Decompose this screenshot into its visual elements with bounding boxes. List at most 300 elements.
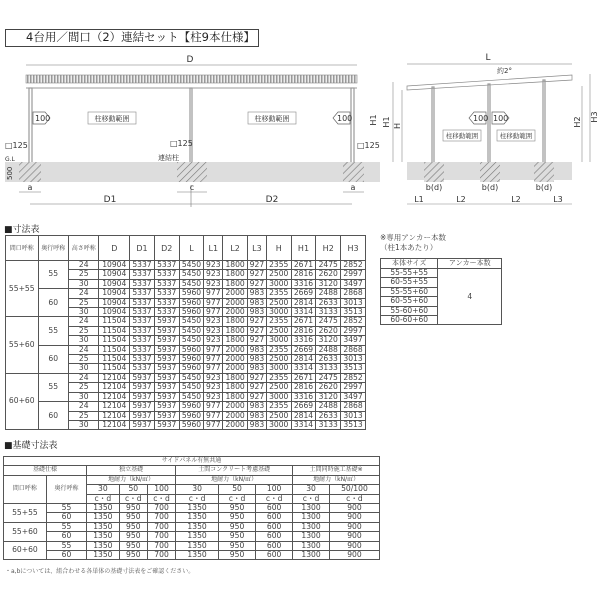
table-cell: 25	[68, 270, 98, 279]
table-cell: 3316	[291, 279, 316, 288]
table-cell: 5937	[130, 392, 155, 401]
table-cell: 24	[68, 261, 98, 270]
table-cell: 3000	[266, 336, 291, 345]
column-header: D2	[154, 236, 179, 261]
table-cell: c・d	[329, 494, 379, 503]
table-cell: 923	[204, 326, 223, 335]
table-cell: 土間同時施工基礎※	[293, 466, 380, 475]
table-cell: 60	[38, 402, 68, 430]
table-cell: 5450	[179, 373, 204, 382]
table-cell: 2355	[266, 373, 291, 382]
column-header: L	[179, 236, 204, 261]
table-cell: 5337	[154, 270, 179, 279]
table-cell: 5337	[130, 345, 155, 354]
table-cell: 2814	[291, 355, 316, 364]
table-cell: 2816	[291, 383, 316, 392]
table-cell: 3000	[266, 308, 291, 317]
table-cell: 950	[219, 532, 256, 541]
table-cell: 11504	[99, 317, 130, 326]
table-cell: 2814	[291, 298, 316, 307]
table-cell: 24	[68, 402, 98, 411]
table-cell: 5937	[130, 383, 155, 392]
range-label-left: 柱移動範囲	[94, 115, 130, 123]
table-cell: 3133	[316, 308, 341, 317]
table-cell: 950	[119, 522, 147, 531]
table-row	[6, 402, 366, 411]
table-cell: 1350	[87, 513, 120, 522]
table-cell: 5450	[179, 383, 204, 392]
table-cell: 927	[247, 279, 266, 288]
table-cell: 927	[247, 270, 266, 279]
table-cell: 5960	[179, 411, 204, 420]
table-cell: 2633	[316, 298, 341, 307]
table-cell: 700	[147, 504, 175, 513]
depth-500-label: 500	[6, 166, 14, 180]
table-cell: 30	[68, 308, 98, 317]
table-cell: 600	[256, 522, 293, 531]
table-cell: 1350	[87, 532, 120, 541]
table-cell: 50	[219, 485, 256, 494]
table-cell: 977	[204, 355, 223, 364]
table-cell: 927	[247, 326, 266, 335]
table-cell: 983	[247, 364, 266, 373]
table-cell: 1800	[223, 326, 248, 335]
table-cell: 5337	[130, 364, 155, 373]
table-cell: 3120	[316, 336, 341, 345]
side-H1-label: H1	[382, 116, 391, 128]
table-cell: 983	[247, 289, 266, 298]
table-cell: 2000	[223, 411, 248, 420]
table-cell: 5337	[154, 308, 179, 317]
table-cell: 5960	[179, 298, 204, 307]
table-cell: 30	[68, 420, 98, 429]
table-cell: 1350	[87, 504, 120, 513]
table-cell: 10904	[99, 270, 130, 279]
table-cell: 1800	[223, 261, 248, 270]
table-cell: 5337	[130, 270, 155, 279]
table-cell: 2000	[223, 298, 248, 307]
range-label-left: 柱移動範囲	[445, 132, 479, 140]
column-header: H1	[291, 236, 316, 261]
table-cell: 3497	[341, 279, 366, 288]
table-cell: 25	[68, 383, 98, 392]
table-cell: 977	[204, 411, 223, 420]
table-cell: 977	[204, 298, 223, 307]
table-cell: 3013	[341, 411, 366, 420]
table-cell: 24	[68, 345, 98, 354]
table-cell: 5937	[154, 411, 179, 420]
table-cell: 1800	[223, 279, 248, 288]
table-cell: 900	[329, 522, 379, 531]
table-cell: 12104	[99, 420, 130, 429]
table-cell: 2500	[266, 298, 291, 307]
table-cell: 10904	[99, 308, 130, 317]
table-cell: 2669	[291, 345, 316, 354]
table-cell: 5960	[179, 420, 204, 429]
table-cell: 60	[46, 532, 86, 541]
table-cell: 12104	[99, 392, 130, 401]
table-cell: 2355	[266, 289, 291, 298]
table-cell: 927	[247, 392, 266, 401]
table-cell: 3314	[291, 420, 316, 429]
table-cell: 3513	[341, 420, 366, 429]
table-cell: 3497	[341, 392, 366, 401]
front-H1-label: H1	[369, 114, 378, 126]
table-cell: 950	[119, 513, 147, 522]
move-arrow-left: 100	[473, 114, 489, 123]
table-cell: 2671	[291, 373, 316, 382]
table-cell: 5450	[179, 270, 204, 279]
table-cell: 923	[204, 261, 223, 270]
table-row	[4, 457, 380, 466]
table-cell: 1800	[223, 317, 248, 326]
table-cell: 2355	[266, 345, 291, 354]
table-cell: 5450	[179, 317, 204, 326]
dim-L2: L2	[511, 195, 521, 204]
table-cell: 927	[247, 317, 266, 326]
table-cell: 3000	[266, 392, 291, 401]
table-cell: 950	[219, 513, 256, 522]
table-cell: 950	[219, 541, 256, 550]
table-cell: 2997	[341, 326, 366, 335]
table-cell: 2500	[266, 355, 291, 364]
table-cell: 600	[256, 504, 293, 513]
table-cell: 5937	[154, 364, 179, 373]
table-cell: 5337	[130, 336, 155, 345]
table-row	[4, 551, 380, 560]
table-cell: 923	[204, 373, 223, 382]
table-cell: 2671	[291, 261, 316, 270]
table-cell: 55	[46, 522, 86, 531]
table-cell: 11504	[99, 326, 130, 335]
table-cell: 2816	[291, 270, 316, 279]
table-cell: 12104	[99, 411, 130, 420]
table-cell: 50	[119, 485, 147, 494]
table-cell: 977	[204, 308, 223, 317]
table-cell: 1350	[176, 522, 219, 531]
table-cell: 983	[247, 308, 266, 317]
table-cell: 900	[329, 551, 379, 560]
table-cell: 600	[256, 551, 293, 560]
table-cell: 55-60+60	[381, 306, 438, 315]
table-cell: 地耐力（kN/㎡）	[176, 475, 293, 484]
table-cell: 3000	[266, 420, 291, 429]
table-cell: 3513	[341, 308, 366, 317]
dim-D2: D2	[265, 195, 279, 205]
table-cell: 1300	[293, 551, 330, 560]
anchor-header-count: アンカー本数	[438, 259, 502, 269]
table-cell: 5450	[179, 279, 204, 288]
post-size-center: □125	[170, 139, 193, 148]
table-cell: 3133	[316, 364, 341, 373]
table-cell: 5337	[130, 326, 155, 335]
table-cell: 地耐力（kN/㎡）	[293, 475, 380, 484]
table-cell: 4	[438, 269, 502, 325]
table-cell: 1300	[293, 513, 330, 522]
table-cell: 2620	[316, 326, 341, 335]
column-header: 間口呼称	[6, 236, 39, 261]
table-cell: 25	[68, 326, 98, 335]
table-cell: 24	[68, 373, 98, 382]
table-cell: 1350	[176, 513, 219, 522]
table-cell: 5960	[179, 355, 204, 364]
table-cell: 2000	[223, 364, 248, 373]
link-post-label: 連結柱	[158, 154, 179, 162]
table-cell: 3120	[316, 392, 341, 401]
table-cell: 923	[204, 270, 223, 279]
table-cell: 2355	[266, 402, 291, 411]
table-cell: 11504	[99, 355, 130, 364]
table-cell: 5937	[154, 402, 179, 411]
table-cell: 1350	[176, 504, 219, 513]
table-cell: 55	[46, 541, 86, 550]
table-cell: 5337	[154, 298, 179, 307]
table-cell: 独立基礎	[87, 466, 176, 475]
table-cell: 2814	[291, 411, 316, 420]
column-header: L1	[204, 236, 223, 261]
table-cell: 2852	[341, 373, 366, 382]
table-cell: 3316	[291, 392, 316, 401]
table-row	[4, 466, 380, 475]
table-cell: 5937	[130, 373, 155, 382]
dim-bd: b(d)	[481, 183, 499, 192]
table-cell: 5960	[179, 308, 204, 317]
table-cell: 950	[119, 551, 147, 560]
table-cell: 5337	[154, 261, 179, 270]
table-cell: c・d	[87, 494, 120, 503]
table-cell: 923	[204, 317, 223, 326]
table-cell: 900	[329, 541, 379, 550]
table-cell: 600	[256, 532, 293, 541]
table-cell: 2868	[341, 345, 366, 354]
table-cell: 1350	[176, 541, 219, 550]
table-cell: 5937	[154, 355, 179, 364]
table-cell: 950	[219, 504, 256, 513]
table-cell: 900	[329, 532, 379, 541]
table-cell: 977	[204, 420, 223, 429]
table-cell: 間口呼称	[4, 475, 47, 503]
table-cell: 5960	[179, 345, 204, 354]
table-cell: 30	[68, 279, 98, 288]
table-cell: 5337	[130, 289, 155, 298]
table-cell: 60+60	[6, 373, 39, 429]
table-cell: 55	[46, 504, 86, 513]
table-cell: 927	[247, 383, 266, 392]
foundation-table	[3, 456, 380, 560]
column-header: 奥行呼称	[38, 236, 68, 261]
table-cell: 5337	[130, 298, 155, 307]
table-cell: 2868	[341, 289, 366, 298]
table-row	[4, 513, 380, 522]
side-H2-label: H2	[573, 116, 582, 128]
column-header: H2	[316, 236, 341, 261]
table-cell: 30	[68, 364, 98, 373]
table-cell: 5337	[130, 317, 155, 326]
table-cell: 983	[247, 355, 266, 364]
dim-L1: L1	[414, 195, 424, 204]
table-cell: 600	[256, 513, 293, 522]
table-cell: 1800	[223, 336, 248, 345]
table-cell: 5937	[154, 420, 179, 429]
table-cell: 55	[38, 373, 68, 401]
table-cell: 2475	[316, 317, 341, 326]
table-cell: 5450	[179, 261, 204, 270]
table-cell: 24	[68, 317, 98, 326]
drawings	[0, 0, 600, 230]
page-title: 4台用／間口（2）連結セット【柱9本仕様】	[5, 29, 259, 47]
table-cell: c・d	[147, 494, 175, 503]
dim-bd: b(d)	[535, 183, 553, 192]
table-cell: 55+60	[6, 317, 39, 373]
table-cell: 2488	[316, 345, 341, 354]
table-cell: 950	[219, 551, 256, 560]
table-cell: 55	[38, 317, 68, 345]
table-cell: c・d	[119, 494, 147, 503]
table-cell: 950	[219, 522, 256, 531]
post-size-left: □125	[5, 141, 28, 150]
column-header: L3	[247, 236, 266, 261]
table-cell: 1350	[87, 522, 120, 531]
table-cell: 5450	[179, 392, 204, 401]
table-cell: 600	[256, 541, 293, 550]
table-cell: 2488	[316, 402, 341, 411]
table-cell: 60	[46, 551, 86, 560]
move-arrow-left: 100	[35, 114, 51, 123]
table-cell: 983	[247, 420, 266, 429]
anchor-header-size: 本体サイズ	[381, 259, 438, 269]
side-elevation	[382, 53, 599, 204]
anchor-table	[380, 258, 502, 325]
table-cell: 2852	[341, 317, 366, 326]
slope-label: 約2°	[497, 67, 512, 75]
table-cell: 50/100	[329, 485, 379, 494]
table-cell: c・d	[219, 494, 256, 503]
anchor-note	[380, 233, 446, 253]
table-cell: 地耐力（kN/㎡）	[87, 475, 176, 484]
table-cell: 30	[68, 336, 98, 345]
foundation-table-heading: ■基礎寸法表	[4, 441, 58, 451]
table-cell: 24	[68, 289, 98, 298]
table-cell: 2868	[341, 402, 366, 411]
dim-bd: b(d)	[425, 183, 443, 192]
table-cell: 55-55+55	[381, 269, 438, 278]
table-cell: 5960	[179, 364, 204, 373]
table-cell: 30	[68, 392, 98, 401]
table-cell: 700	[147, 522, 175, 531]
table-cell: 923	[204, 392, 223, 401]
table-cell: 55+55	[4, 504, 47, 523]
dim-L: L	[485, 53, 491, 63]
table-cell: 2997	[341, 383, 366, 392]
table-row	[6, 289, 366, 298]
table-cell: 1800	[223, 373, 248, 382]
table-cell: 983	[247, 411, 266, 420]
table-cell: 2000	[223, 308, 248, 317]
table-cell: 2500	[266, 383, 291, 392]
table-cell: 5937	[154, 336, 179, 345]
table-cell: 2500	[266, 270, 291, 279]
table-cell: 5937	[154, 373, 179, 382]
table-cell: 60	[38, 289, 68, 317]
dimension-table	[5, 235, 366, 430]
table-cell: 5937	[154, 326, 179, 335]
table-cell: 100	[256, 485, 293, 494]
table-cell: 950	[119, 504, 147, 513]
table-cell: 950	[119, 541, 147, 550]
table-cell: 5937	[154, 392, 179, 401]
column-header: D1	[130, 236, 155, 261]
table-cell: 3314	[291, 364, 316, 373]
table-cell: 1300	[293, 541, 330, 550]
table-row	[4, 532, 380, 541]
table-cell: 60	[46, 513, 86, 522]
table-cell: 3513	[341, 364, 366, 373]
table-cell: 1350	[176, 532, 219, 541]
table-cell: 11504	[99, 345, 130, 354]
table-cell: 2355	[266, 261, 291, 270]
table-cell: 60-60+60	[381, 316, 438, 325]
table-cell: 700	[147, 551, 175, 560]
ground-level-label: G.L	[5, 156, 15, 163]
table-cell: 1350	[87, 541, 120, 550]
footnote: ・a,bについては、組合わせる各単体の基礎寸法表をご確認ください。	[5, 568, 195, 575]
dim-L2: L2	[456, 195, 466, 204]
dim-L3: L3	[553, 195, 563, 204]
table-cell: 900	[329, 504, 379, 513]
table-cell: 5960	[179, 289, 204, 298]
table-cell: 2816	[291, 326, 316, 335]
table-cell: 2500	[266, 326, 291, 335]
table-cell: 2669	[291, 402, 316, 411]
table-cell: 977	[204, 289, 223, 298]
table-cell: 60	[38, 345, 68, 373]
table-cell: 2488	[316, 289, 341, 298]
table-cell: 55+60	[4, 522, 47, 541]
table-cell: 950	[119, 532, 147, 541]
table-cell: 25	[68, 355, 98, 364]
range-label-right: 柱移動範囲	[499, 132, 533, 140]
table-cell: 5937	[154, 383, 179, 392]
dim-table-heading: ■寸法表	[4, 225, 40, 235]
table-cell: 3316	[291, 336, 316, 345]
table-cell: 5937	[130, 411, 155, 420]
table-cell: 2620	[316, 270, 341, 279]
column-header: 高さ呼称	[68, 236, 98, 261]
table-cell: 900	[329, 513, 379, 522]
table-cell: 977	[204, 364, 223, 373]
table-cell: 10904	[99, 261, 130, 270]
table-cell: 2475	[316, 261, 341, 270]
table-cell: 5450	[179, 326, 204, 335]
move-arrow-right: 100	[337, 114, 353, 123]
table-cell: 100	[147, 485, 175, 494]
table-cell: 11504	[99, 336, 130, 345]
table-cell: 923	[204, 383, 223, 392]
column-header: L2	[223, 236, 248, 261]
table-cell: 1800	[223, 383, 248, 392]
table-cell: 983	[247, 345, 266, 354]
table-cell: 2000	[223, 345, 248, 354]
table-cell: 10904	[99, 279, 130, 288]
table-cell: 983	[247, 298, 266, 307]
table-cell: 55-55+60	[381, 287, 438, 296]
table-cell: 3013	[341, 355, 366, 364]
table-cell: 923	[204, 336, 223, 345]
table-cell: 奥行呼称	[46, 475, 86, 503]
table-cell: 2633	[316, 411, 341, 420]
table-cell: 3497	[341, 336, 366, 345]
table-cell: 923	[204, 279, 223, 288]
